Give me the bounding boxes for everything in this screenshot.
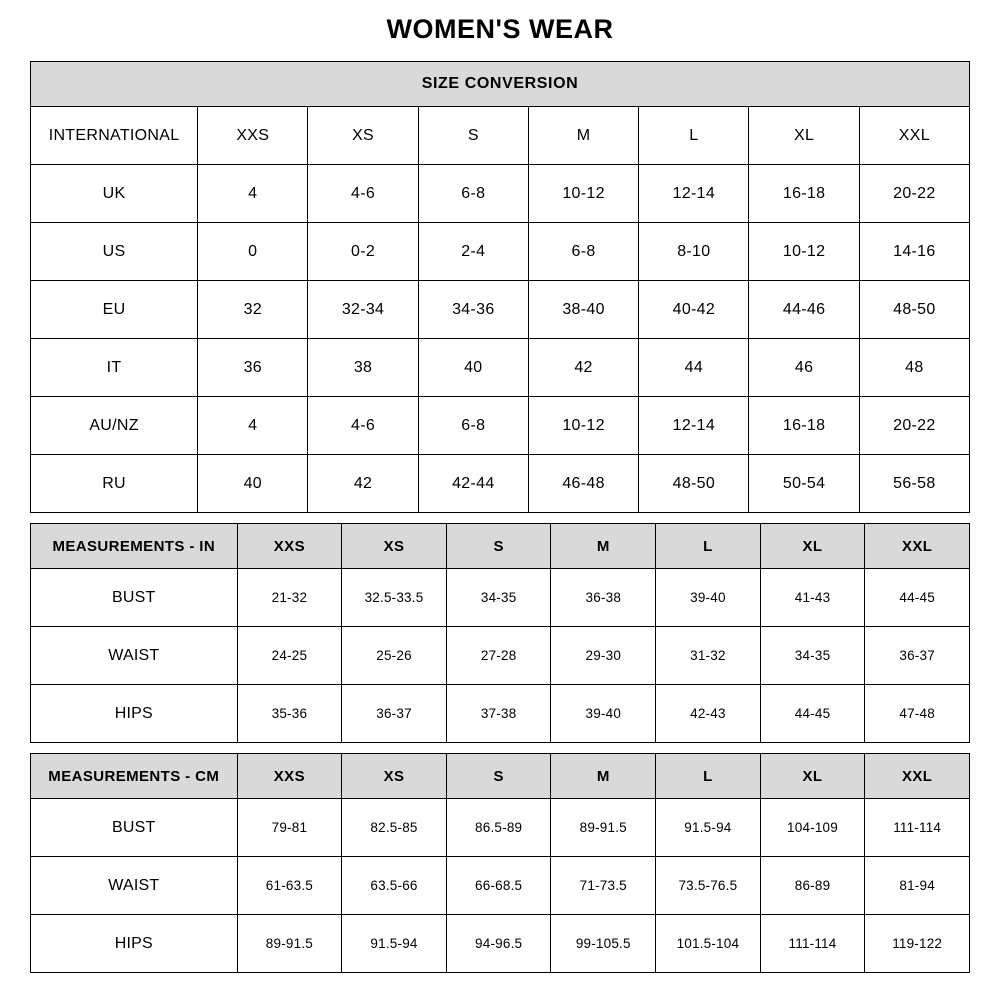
table-cell: 48-50: [859, 281, 969, 339]
row-label: WAIST: [31, 857, 238, 915]
size-header: XXL: [865, 524, 970, 569]
table-cell: 44: [639, 339, 749, 397]
table-cell: 46: [749, 339, 859, 397]
table-cell: 8-10: [639, 223, 749, 281]
table-cell: 91.5-94: [656, 799, 761, 857]
table-row: [31, 569, 970, 627]
table-cell: 86.5-89: [446, 799, 551, 857]
table-cell: 42-44: [418, 455, 528, 513]
measurements-in-table: [30, 523, 970, 743]
table-banner-row: [31, 62, 970, 107]
table-cell: 71-73.5: [551, 857, 656, 915]
table-cell: 27-28: [446, 627, 551, 685]
row-label: IT: [31, 339, 198, 397]
size-header: XXL: [865, 754, 970, 799]
table-cell: 42: [308, 455, 418, 513]
table-cell: 40: [418, 339, 528, 397]
table-cell: 36-37: [865, 627, 970, 685]
table-cell: XXS: [198, 107, 308, 165]
table-cell: 50-54: [749, 455, 859, 513]
size-header: S: [446, 524, 551, 569]
table-row: [31, 857, 970, 915]
size-header: XS: [342, 754, 447, 799]
table-cell: 36-38: [551, 569, 656, 627]
table-cell: 14-16: [859, 223, 969, 281]
size-header: M: [551, 754, 656, 799]
measurements-cm-title: MEASUREMENTS - CM: [31, 754, 238, 799]
table-cell: 66-68.5: [446, 857, 551, 915]
table-cell: 34-36: [418, 281, 528, 339]
table-cell: 61-63.5: [237, 857, 342, 915]
table-cell: 31-32: [656, 627, 761, 685]
table-cell: XXL: [859, 107, 969, 165]
table-cell: S: [418, 107, 528, 165]
table-cell: 24-25: [237, 627, 342, 685]
table-cell: 16-18: [749, 165, 859, 223]
size-header: XXS: [237, 524, 342, 569]
table-cell: 35-36: [237, 685, 342, 743]
table-cell: 40: [198, 455, 308, 513]
table-cell: 6-8: [418, 165, 528, 223]
table-cell: 36-37: [342, 685, 447, 743]
table-cell: 101.5-104: [656, 915, 761, 973]
size-header: XS: [342, 524, 447, 569]
table-row: [31, 627, 970, 685]
table-cell: 81-94: [865, 857, 970, 915]
table-cell: 44-45: [865, 569, 970, 627]
table-cell: 39-40: [656, 569, 761, 627]
size-conversion-table: [30, 61, 970, 513]
size-header: L: [656, 754, 761, 799]
table-cell: 86-89: [760, 857, 865, 915]
table-cell: 89-91.5: [551, 799, 656, 857]
measurements-cm-table: [30, 753, 970, 973]
row-label: UK: [31, 165, 198, 223]
table-cell: 16-18: [749, 397, 859, 455]
table-cell: M: [528, 107, 638, 165]
table-cell: 34-35: [446, 569, 551, 627]
table-cell: 12-14: [639, 165, 749, 223]
row-label: BUST: [31, 569, 238, 627]
table-row: [31, 223, 970, 281]
table-cell: 12-14: [639, 397, 749, 455]
table-cell: 6-8: [528, 223, 638, 281]
table-cell: 10-12: [528, 165, 638, 223]
table-header-row: [31, 754, 970, 799]
table-cell: 10-12: [749, 223, 859, 281]
table-cell: XS: [308, 107, 418, 165]
table-cell: 37-38: [446, 685, 551, 743]
table-cell: 34-35: [760, 627, 865, 685]
table-cell: 82.5-85: [342, 799, 447, 857]
table-row: [31, 799, 970, 857]
row-label: AU/NZ: [31, 397, 198, 455]
table-row: [31, 685, 970, 743]
row-label: US: [31, 223, 198, 281]
size-header: L: [656, 524, 761, 569]
row-label: RU: [31, 455, 198, 513]
table-cell: 0-2: [308, 223, 418, 281]
row-label: HIPS: [31, 685, 238, 743]
table-row: [31, 107, 970, 165]
table-cell: 25-26: [342, 627, 447, 685]
table-cell: 21-32: [237, 569, 342, 627]
table-cell: 48-50: [639, 455, 749, 513]
table-cell: 99-105.5: [551, 915, 656, 973]
table-cell: 111-114: [865, 799, 970, 857]
table-row: [31, 397, 970, 455]
table-cell: 29-30: [551, 627, 656, 685]
table-cell: 44-46: [749, 281, 859, 339]
table-cell: 111-114: [760, 915, 865, 973]
row-label: BUST: [31, 799, 238, 857]
table-cell: 48: [859, 339, 969, 397]
table-cell: 6-8: [418, 397, 528, 455]
table-cell: 40-42: [639, 281, 749, 339]
row-label: HIPS: [31, 915, 238, 973]
table-cell: 4: [198, 165, 308, 223]
table-cell: 39-40: [551, 685, 656, 743]
table-cell: 38-40: [528, 281, 638, 339]
table-cell: 46-48: [528, 455, 638, 513]
table-cell: 2-4: [418, 223, 528, 281]
table-cell: 32: [198, 281, 308, 339]
table-cell: 4-6: [308, 397, 418, 455]
size-header: M: [551, 524, 656, 569]
size-conversion-title: SIZE CONVERSION: [31, 62, 970, 107]
table-cell: 79-81: [237, 799, 342, 857]
table-cell: 41-43: [760, 569, 865, 627]
table-row: [31, 339, 970, 397]
table-cell: 4: [198, 397, 308, 455]
table-cell: 94-96.5: [446, 915, 551, 973]
table-cell: 10-12: [528, 397, 638, 455]
table-cell: XL: [749, 107, 859, 165]
table-cell: 89-91.5: [237, 915, 342, 973]
table-cell: L: [639, 107, 749, 165]
size-header: XXS: [237, 754, 342, 799]
table-cell: 38: [308, 339, 418, 397]
table-cell: 73.5-76.5: [656, 857, 761, 915]
table-cell: 32-34: [308, 281, 418, 339]
table-cell: 44-45: [760, 685, 865, 743]
size-header: XL: [760, 754, 865, 799]
table-cell: 119-122: [865, 915, 970, 973]
table-cell: 56-58: [859, 455, 969, 513]
table-cell: 91.5-94: [342, 915, 447, 973]
table-row: [31, 915, 970, 973]
size-header: S: [446, 754, 551, 799]
size-header: XL: [760, 524, 865, 569]
table-cell: 63.5-66: [342, 857, 447, 915]
table-cell: 104-109: [760, 799, 865, 857]
table-cell: 20-22: [859, 397, 969, 455]
row-label: EU: [31, 281, 198, 339]
row-label: WAIST: [31, 627, 238, 685]
measurements-in-title: MEASUREMENTS - IN: [31, 524, 238, 569]
table-header-row: [31, 524, 970, 569]
table-cell: 4-6: [308, 165, 418, 223]
table-cell: 20-22: [859, 165, 969, 223]
table-row: [31, 165, 970, 223]
table-row: [31, 455, 970, 513]
table-cell: 32.5-33.5: [342, 569, 447, 627]
table-cell: 0: [198, 223, 308, 281]
table-row: [31, 281, 970, 339]
table-cell: 36: [198, 339, 308, 397]
row-label: INTERNATIONAL: [31, 107, 198, 165]
page-title: WOMEN'S WEAR: [386, 14, 614, 44]
table-cell: 42-43: [656, 685, 761, 743]
table-cell: 47-48: [865, 685, 970, 743]
table-cell: 42: [528, 339, 638, 397]
